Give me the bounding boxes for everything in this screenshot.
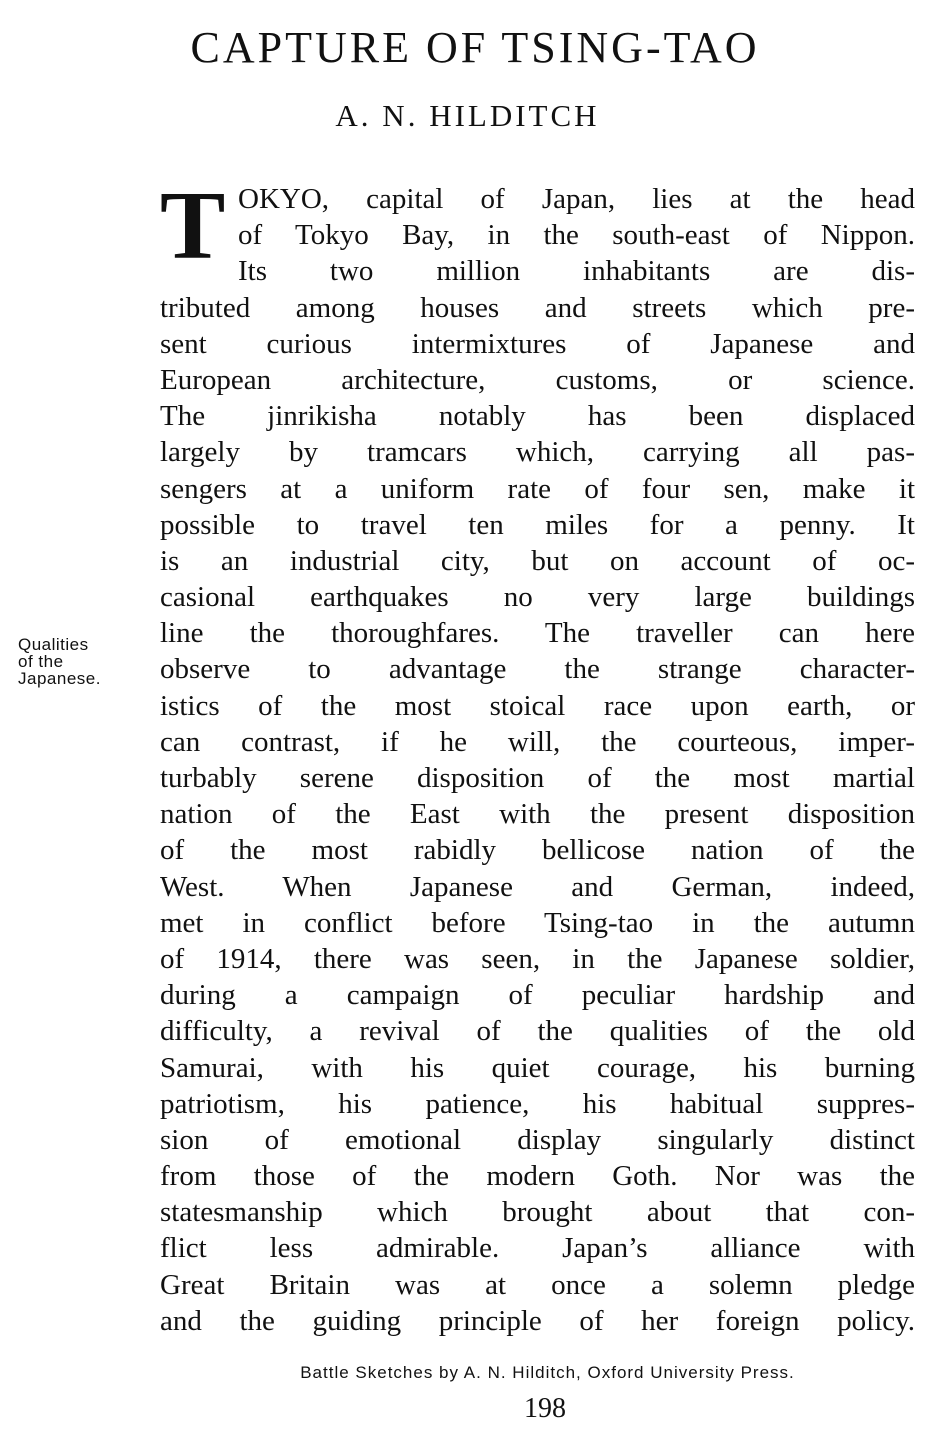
- text-line: is an industrial city, but on account of oc-: [160, 544, 915, 577]
- text-line: can contrast, if he will, the courteous, imper-: [160, 725, 915, 758]
- text-line: casional earthquakes no very large buildings: [160, 581, 915, 614]
- text-line: statesmanship which brought about that con-: [160, 1196, 915, 1229]
- text-line: of 1914, there was seen, in the Japanese soldier,: [160, 942, 915, 975]
- text-line: of the most rabidly bellicose nation of the: [160, 834, 915, 867]
- text-line: line the thoroughfares. The traveller can here: [160, 617, 915, 650]
- text-line: The jinrikisha notably has been displaced: [160, 400, 915, 433]
- text-line: West. When Japanese and German, indeed,: [160, 870, 915, 903]
- text-line: patriotism, his patience, his habitual suppres-: [160, 1087, 915, 1120]
- text-line: difficulty, a revival of the qualities of the old: [160, 1015, 915, 1048]
- text-line: flict less admirable. Japan’s alliance with: [160, 1232, 915, 1265]
- text-line: sion of emotional display singularly distinct: [160, 1123, 915, 1156]
- text-line: during a campaign of peculiar hardship and: [160, 979, 915, 1012]
- text-line: istics of the most stoical race upon earth, or: [160, 689, 915, 722]
- text-line: Great Britain was at once a solemn pledge: [160, 1268, 915, 1301]
- text-line: sengers at a uniform rate of four sen, make it: [160, 472, 915, 505]
- text-line: from those of the modern Goth. Nor was the: [160, 1160, 915, 1193]
- text-line: possible to travel ten miles for a penny. It: [160, 508, 915, 541]
- text-line: observe to advantage the strange character-: [160, 653, 915, 686]
- text-line: Samurai, with his quiet courage, his burning: [160, 1051, 915, 1084]
- text-line: met in conflict before Tsing-tao in the autumn: [160, 906, 915, 939]
- drop-cap: T: [160, 172, 226, 280]
- text-line: of Tokyo Bay, in the south-east of Nippon.: [238, 219, 915, 252]
- text-line: nation of the East with the present disposition: [160, 798, 915, 831]
- article-body: [160, 172, 915, 1339]
- page-number: 198: [524, 1393, 566, 1424]
- text-line: OKYO, capital of Japan, lies at the head: [238, 183, 915, 215]
- text-line: sent curious intermixtures of Japanese and: [160, 327, 915, 360]
- text-line: tributed among houses and streets which pre-: [160, 291, 915, 324]
- text-line: Its two million inhabitants are dis-: [238, 255, 915, 288]
- margin-note-line: of the: [18, 652, 64, 671]
- text-line: and the guiding principle of her foreign policy.: [160, 1304, 915, 1337]
- author-byline: A. N. HILDITCH: [335, 98, 600, 133]
- text-line: European architecture, customs, or science.: [160, 363, 915, 396]
- text-line: turbably serene disposition of the most martial: [160, 762, 915, 794]
- margin-note-line: Qualities: [18, 635, 89, 654]
- page-title: CAPTURE OF TSING-TAO: [190, 23, 760, 72]
- margin-note: [18, 636, 153, 687]
- text-line: largely by tramcars which, carrying all pas-: [160, 436, 915, 469]
- source-footnote: Battle Sketches by A. N. Hilditch, Oxford University Press.: [300, 1363, 795, 1382]
- margin-note-line: Japanese.: [18, 669, 101, 688]
